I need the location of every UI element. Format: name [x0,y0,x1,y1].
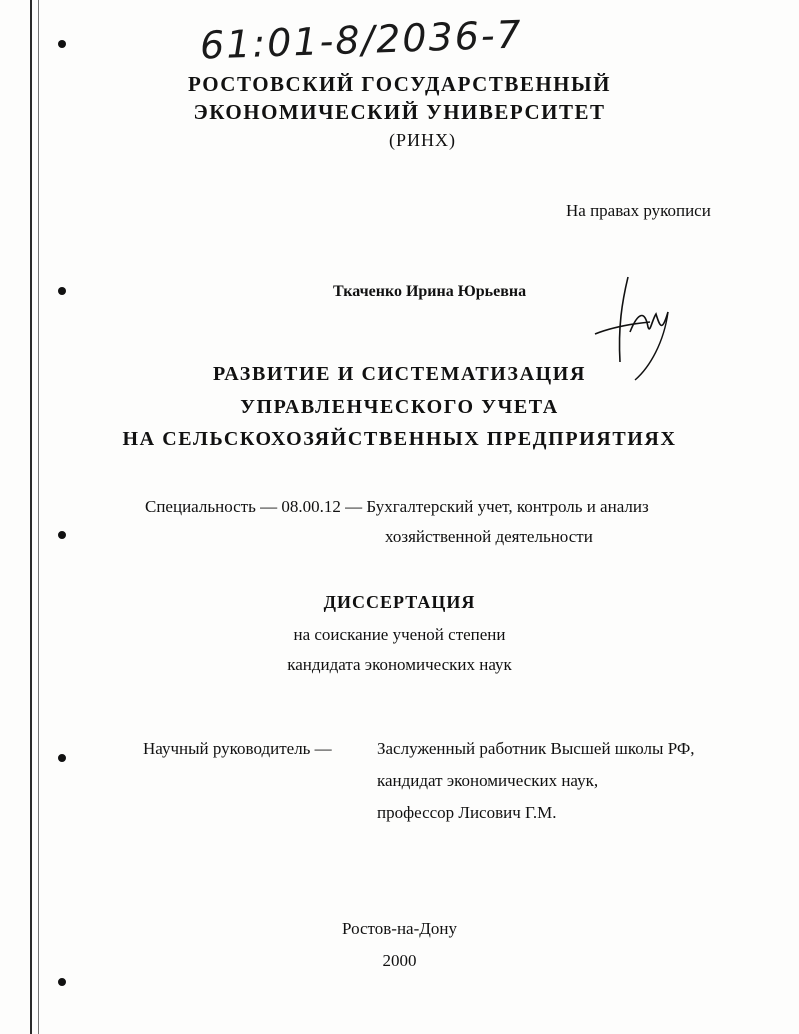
supervisor-line1: Заслуженный работник Высшей школы РФ, [377,739,695,758]
supervisor-line2: кандидат экономических наук, [377,771,599,790]
title-line1: РАЗВИТИЕ И СИСТЕМАТИЗАЦИЯ [213,363,586,385]
city: Ростов-на-Дону [342,919,457,938]
university-name-line2: ЭКОНОМИЧЕСКИЙ УНИВЕРСИТЕТ [193,100,606,124]
binding-edge-line [30,0,32,1034]
degree-line2: кандидата экономических наук [287,655,512,674]
specialty-line2: хозяйственной деятельности [385,527,593,546]
university-name-line1: РОСТОВСКИЙ ГОСУДАРСТВЕННЫЙ [188,72,611,96]
degree-line1: на соискание ученой степени [293,625,506,644]
binding-hole-mark [56,285,67,296]
binding-hole-mark [56,38,67,49]
binding-hole-mark [56,752,67,763]
specialty-line1: Специальность — 08.00.12 — Бухгалтерский учет, контроль и анализ [145,497,649,516]
university-abbreviation: (РИНХ) [389,130,456,150]
binding-hole-mark [56,976,67,987]
binding-edge-line [38,0,39,1034]
title-line3: НА СЕЛЬСКОХОЗЯЙСТВЕННЫХ ПРЕДПРИЯТИЯХ [122,428,677,450]
archive-code: 61:01-8/2036-7 [199,12,524,68]
supervisor-line3: профессор Лисович Г.М. [377,803,557,822]
year: 2000 [382,951,417,970]
supervisor-label: Научный руководитель — [143,739,332,758]
manuscript-rights-note: На правах рукописи [566,201,711,220]
author-name: Ткаченко Ирина Юрьевна [333,283,527,300]
title-line2: УПРАВЛЕНЧЕСКОГО УЧЕТА [240,396,559,418]
binding-hole-mark [56,529,67,540]
dissertation-heading: ДИССЕРТАЦИЯ [323,592,476,612]
